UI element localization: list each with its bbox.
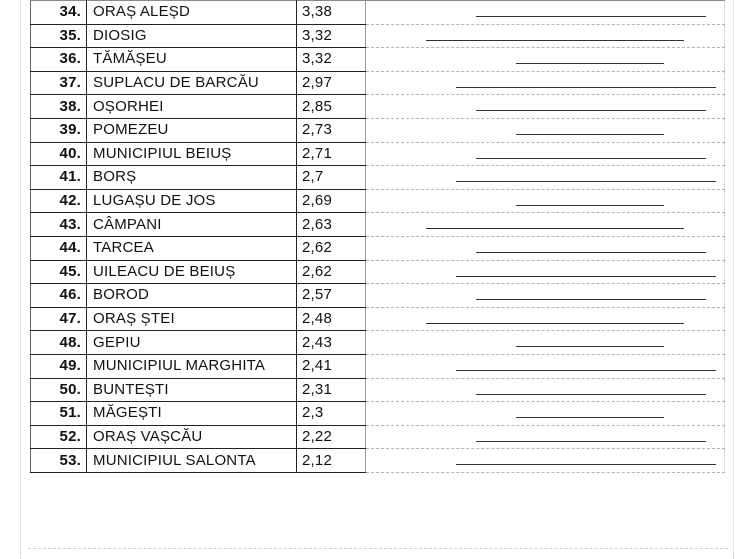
row-number: 49. (31, 354, 87, 378)
scan-line-mark (516, 205, 664, 206)
blank-cell (366, 449, 725, 473)
scan-line-mark (476, 110, 706, 111)
score-value: 2,3 (297, 402, 366, 426)
row-number: 51. (31, 402, 87, 426)
score-value: 2,62 (297, 236, 366, 260)
scan-line-mark (456, 87, 716, 88)
row-number: 47. (31, 307, 87, 331)
scan-line-mark (456, 276, 716, 277)
blank-cell (366, 1, 725, 25)
locality-name: ORAȘ ȘTEI (87, 307, 297, 331)
table-row (31, 166, 725, 190)
scan-line-mark (476, 394, 706, 395)
locality-name: GEPIU (87, 331, 297, 355)
score-value: 2,63 (297, 213, 366, 237)
blank-cell (366, 402, 725, 426)
scan-line-mark (456, 370, 716, 371)
blank-cell (366, 142, 725, 166)
locality-name: TARCEA (87, 236, 297, 260)
score-value: 2,62 (297, 260, 366, 284)
table-row (31, 449, 725, 473)
row-number: 35. (31, 24, 87, 48)
score-value: 2,69 (297, 189, 366, 213)
score-value: 3,32 (297, 24, 366, 48)
blank-cell (366, 260, 725, 284)
scan-line-mark (456, 181, 716, 182)
table-row (31, 331, 725, 355)
score-value: 2,85 (297, 95, 366, 119)
row-number: 50. (31, 378, 87, 402)
blank-cell (366, 24, 725, 48)
locality-name: MĂGEȘTI (87, 402, 297, 426)
scan-line-mark (456, 464, 716, 465)
locality-name: DIOSIG (87, 24, 297, 48)
locality-name: MUNICIPIUL BEIUȘ (87, 142, 297, 166)
scan-line-mark (516, 417, 664, 418)
score-value: 2,12 (297, 449, 366, 473)
row-number: 36. (31, 48, 87, 72)
scan-line-mark (516, 63, 664, 64)
scan-line-mark (426, 40, 684, 41)
scan-line-mark (476, 299, 706, 300)
table-row (31, 142, 725, 166)
row-number: 43. (31, 213, 87, 237)
score-value: 2,43 (297, 331, 366, 355)
score-value: 3,32 (297, 48, 366, 72)
row-number: 53. (31, 449, 87, 473)
table-row (31, 24, 725, 48)
blank-cell (366, 71, 725, 95)
blank-cell (366, 189, 725, 213)
locality-name: POMEZEU (87, 118, 297, 142)
scan-margin-left (20, 0, 22, 559)
table-row (31, 118, 725, 142)
row-number: 48. (31, 331, 87, 355)
scan-line-mark (516, 346, 664, 347)
table-row (31, 260, 725, 284)
score-value: 2,31 (297, 378, 366, 402)
score-value: 2,41 (297, 354, 366, 378)
row-number: 41. (31, 166, 87, 190)
scan-line-mark (476, 158, 706, 159)
score-value: 3,38 (297, 1, 366, 25)
locality-name: CÂMPANI (87, 213, 297, 237)
scan-margin-right (733, 0, 735, 559)
row-number: 44. (31, 236, 87, 260)
locality-name: MUNICIPIUL SALONTA (87, 449, 297, 473)
blank-cell (366, 378, 725, 402)
locality-name: ORAȘ ALEȘD (87, 1, 297, 25)
blank-cell (366, 236, 725, 260)
locality-name: UILEACU DE BEIUȘ (87, 260, 297, 284)
blank-cell (366, 354, 725, 378)
locality-name: ORAȘ VAȘCĂU (87, 425, 297, 449)
locality-name: BOROD (87, 284, 297, 308)
row-number: 52. (31, 425, 87, 449)
blank-cell (366, 95, 725, 119)
locality-name: OȘORHEI (87, 95, 297, 119)
score-value: 2,57 (297, 284, 366, 308)
row-number: 37. (31, 71, 87, 95)
table-row (31, 307, 725, 331)
blank-cell (366, 284, 725, 308)
table-row (31, 378, 725, 402)
score-value: 2,73 (297, 118, 366, 142)
locality-name: BUNTEȘTI (87, 378, 297, 402)
table-row (31, 236, 725, 260)
row-number: 46. (31, 284, 87, 308)
blank-cell (366, 331, 725, 355)
table-row (31, 402, 725, 426)
score-value: 2,48 (297, 307, 366, 331)
table-row (31, 354, 725, 378)
table-row (31, 1, 725, 25)
row-number: 39. (31, 118, 87, 142)
ranking-table (30, 0, 725, 473)
table-row (31, 425, 725, 449)
table-row (31, 284, 725, 308)
blank-cell (366, 166, 725, 190)
row-number: 38. (31, 95, 87, 119)
score-value: 2,22 (297, 425, 366, 449)
table-row (31, 213, 725, 237)
scan-bottom-edge (28, 548, 728, 549)
row-number: 42. (31, 189, 87, 213)
score-value: 2,97 (297, 71, 366, 95)
scan-line-mark (476, 441, 706, 442)
scan-line-mark (476, 252, 706, 253)
blank-cell (366, 118, 725, 142)
blank-cell (366, 425, 725, 449)
blank-cell (366, 307, 725, 331)
locality-name: LUGAȘU DE JOS (87, 189, 297, 213)
table-row (31, 71, 725, 95)
row-number: 34. (31, 1, 87, 25)
score-value: 2,7 (297, 166, 366, 190)
scan-line-mark (426, 228, 684, 229)
scan-line-mark (516, 134, 664, 135)
locality-name: MUNICIPIUL MARGHITA (87, 354, 297, 378)
ranking-table-body (31, 1, 725, 473)
table-row (31, 95, 725, 119)
blank-cell (366, 213, 725, 237)
table-row (31, 48, 725, 72)
locality-name: SUPLACU DE BARCĂU (87, 71, 297, 95)
scan-line-mark (426, 323, 684, 324)
locality-name: BORȘ (87, 166, 297, 190)
scan-line-mark (476, 16, 706, 17)
row-number: 45. (31, 260, 87, 284)
blank-cell (366, 48, 725, 72)
table-row (31, 189, 725, 213)
row-number: 40. (31, 142, 87, 166)
score-value: 2,71 (297, 142, 366, 166)
locality-name: TĂMĂȘEU (87, 48, 297, 72)
